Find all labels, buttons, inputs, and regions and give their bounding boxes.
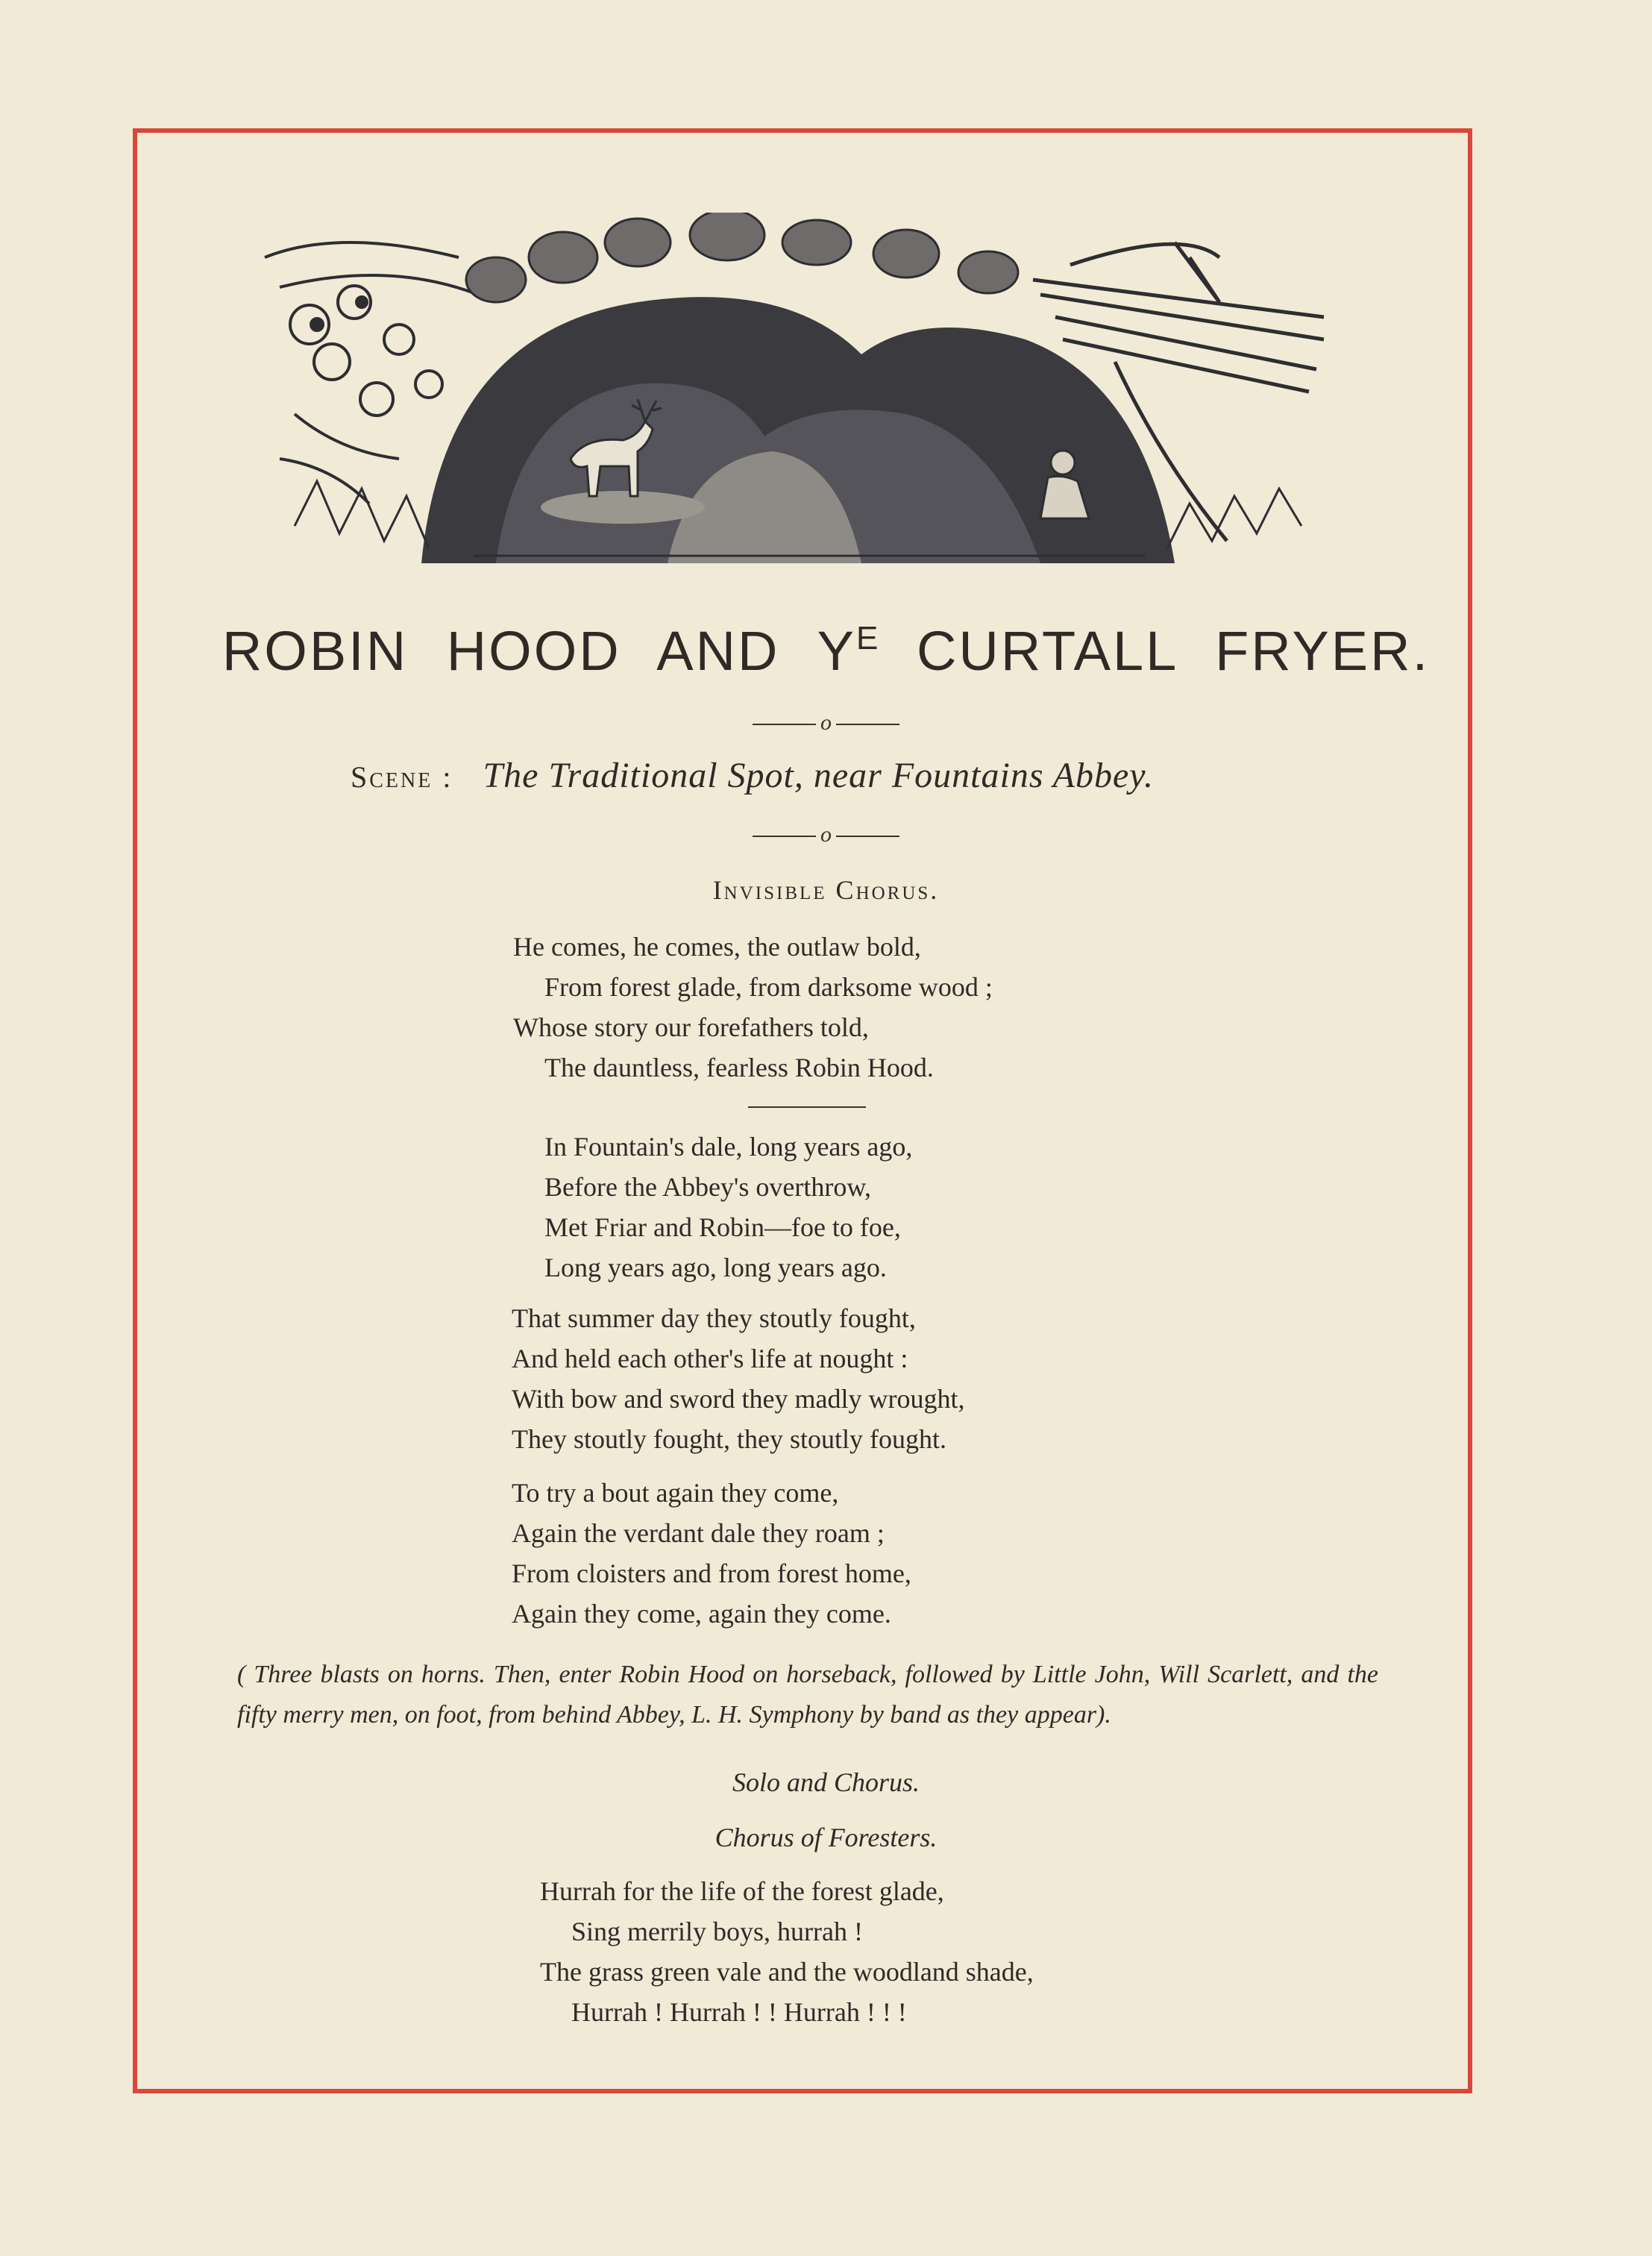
stanza-3 xyxy=(512,1298,964,1459)
verse-line: From forest glade, from darksome wood ; xyxy=(544,972,993,1002)
verse-line: Met Friar and Robin—foe to foe, xyxy=(544,1212,901,1242)
scene-label: Scene : xyxy=(351,760,453,794)
title-main: ROBIN HOOD AND Y xyxy=(222,620,857,682)
foresters-stanza xyxy=(540,1871,1034,2032)
stage-direction: ( Three blasts on horns. Then, enter Robin Hood on horseback, followed by Little John, Will Scarlett, and the fifty merry men, on foot, from behind Abbey, L. H. Symphony by band as they appear). xyxy=(237,1661,1378,1729)
verse-line: Again they come, again they come. xyxy=(512,1599,891,1629)
chorus-heading: Invisible Chorus. xyxy=(712,875,940,905)
verse-line: Long years ago, long years ago. xyxy=(544,1253,887,1282)
foresters-heading: Chorus of Foresters. xyxy=(714,1823,938,1852)
verse-line: With bow and sword they madly wrought, xyxy=(512,1384,965,1414)
verse-line: From cloisters and from forest home, xyxy=(512,1558,911,1588)
scene-text: The Traditional Spot, near Fountains Abbey. xyxy=(483,756,1154,795)
verse-line: Before the Abbey's overthrow, xyxy=(544,1172,872,1202)
verse-line: Hurrah ! Hurrah ! ! Hurrah ! ! ! xyxy=(571,1997,907,2027)
verse-line: And held each other's life at nought : xyxy=(512,1344,908,1373)
verse-line: Whose story our forefathers told, xyxy=(513,1012,869,1042)
ornament-divider xyxy=(0,710,1652,736)
title-tail: CURTALL FRYER. xyxy=(878,620,1430,682)
verse-line: Again the verdant dale they roam ; xyxy=(512,1518,885,1548)
ornament-divider xyxy=(0,822,1652,847)
verse-line: He comes, he comes, the outlaw bold, xyxy=(513,932,921,962)
verse-line: Hurrah for the life of the forest glade, xyxy=(540,1876,944,1906)
stanza-2 xyxy=(544,1127,912,1288)
ornament-letter: o xyxy=(820,710,832,735)
ornament-letter: o xyxy=(820,822,832,847)
verse-line: They stoutly fought, they stoutly fought. xyxy=(512,1424,946,1454)
verse-line: To try a bout again they come, xyxy=(512,1478,839,1508)
verse-line: The dauntless, fearless Robin Hood. xyxy=(544,1053,934,1082)
page-title xyxy=(0,619,1652,683)
stanza-1 xyxy=(513,927,993,1088)
verse-line: In Fountain's dale, long years ago, xyxy=(544,1132,913,1162)
verse-line: That summer day they stoutly fought, xyxy=(512,1303,916,1333)
title-superscript: E xyxy=(856,620,879,657)
scene-line xyxy=(351,755,1395,796)
stanza-4 xyxy=(512,1473,911,1634)
solo-heading: Solo and Chorus. xyxy=(732,1767,920,1797)
verse-line: Sing merrily boys, hurrah ! xyxy=(571,1917,863,1946)
section-rule xyxy=(748,1106,866,1108)
verse-line: The grass green vale and the woodland shade, xyxy=(540,1957,1034,1987)
woodland-vignette-illustration xyxy=(250,213,1331,563)
foliage-top xyxy=(466,213,1018,302)
